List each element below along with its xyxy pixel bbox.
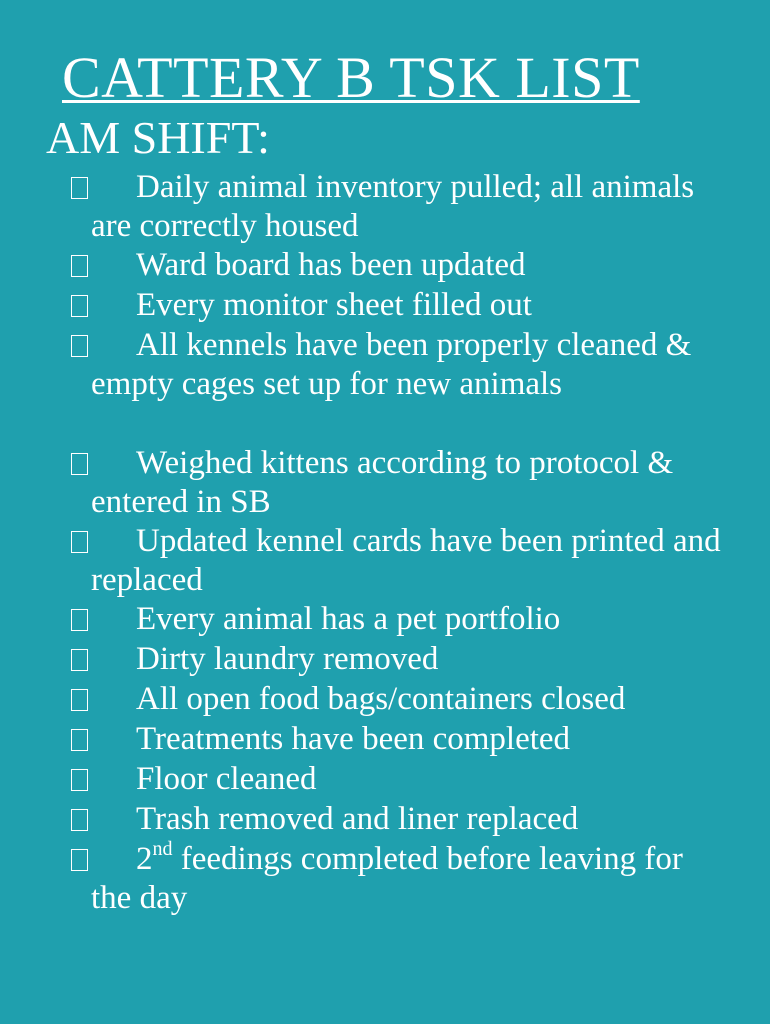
- task-text: All kennels have been properly cleaned & empty cages set up for new animals: [91, 327, 692, 402]
- task-text: All open food bags/containers closed: [136, 681, 626, 717]
- checkbox-empty-icon[interactable]: [71, 295, 88, 317]
- list-item: [0, 680, 731, 720]
- task-text: Every animal has a pet portfolio: [136, 601, 561, 637]
- checkbox-empty-icon[interactable]: [71, 335, 88, 357]
- list-item: [0, 246, 731, 286]
- task-text: Weighed kittens according to protocol & entered in SB: [91, 445, 674, 520]
- list-item: [0, 168, 731, 246]
- task-text: Daily animal inventory pulled; all animals are correctly housed: [91, 169, 695, 244]
- list-item: [0, 720, 731, 760]
- task-text: Every monitor sheet filled out: [136, 287, 532, 323]
- task-text: Dirty laundry removed: [136, 641, 439, 677]
- checkbox-empty-icon[interactable]: [71, 769, 88, 791]
- list-item: [0, 286, 731, 326]
- list-item: [0, 326, 731, 444]
- checkbox-empty-icon[interactable]: [71, 609, 88, 631]
- checkbox-empty-icon[interactable]: [71, 689, 88, 711]
- list-item: [0, 444, 731, 522]
- checkbox-empty-icon[interactable]: [71, 453, 88, 475]
- ordinal-number: 2: [136, 841, 153, 877]
- task-list: [0, 166, 770, 918]
- task-text: Floor cleaned: [136, 761, 317, 797]
- section-heading: AM SHIFT:: [46, 112, 270, 163]
- checkbox-empty-icon[interactable]: [71, 649, 88, 671]
- list-item: [0, 800, 731, 840]
- page-title: CATTERY B TSK LIST: [62, 45, 640, 110]
- ordinal-suffix: nd: [152, 838, 173, 860]
- feedings-text: feedings completed before leaving for the day: [91, 841, 683, 916]
- checkbox-empty-icon[interactable]: [71, 531, 88, 553]
- checkbox-empty-icon[interactable]: [71, 255, 88, 277]
- list-item: [0, 760, 731, 800]
- checkbox-empty-icon[interactable]: [71, 729, 88, 751]
- task-text: Ward board has been updated: [136, 247, 526, 283]
- task-text-feedings: [91, 840, 731, 918]
- list-item: [0, 600, 731, 640]
- list-item: [0, 640, 731, 680]
- task-text: Trash removed and liner replaced: [136, 801, 579, 837]
- list-item: [0, 840, 731, 918]
- checkbox-empty-icon[interactable]: [71, 809, 88, 831]
- task-text: Treatments have been completed: [136, 721, 571, 757]
- list-item: [0, 522, 731, 600]
- checkbox-empty-icon[interactable]: [71, 177, 88, 199]
- checkbox-empty-icon[interactable]: [71, 849, 88, 871]
- task-text: Updated kennel cards have been printed and replaced: [91, 523, 721, 598]
